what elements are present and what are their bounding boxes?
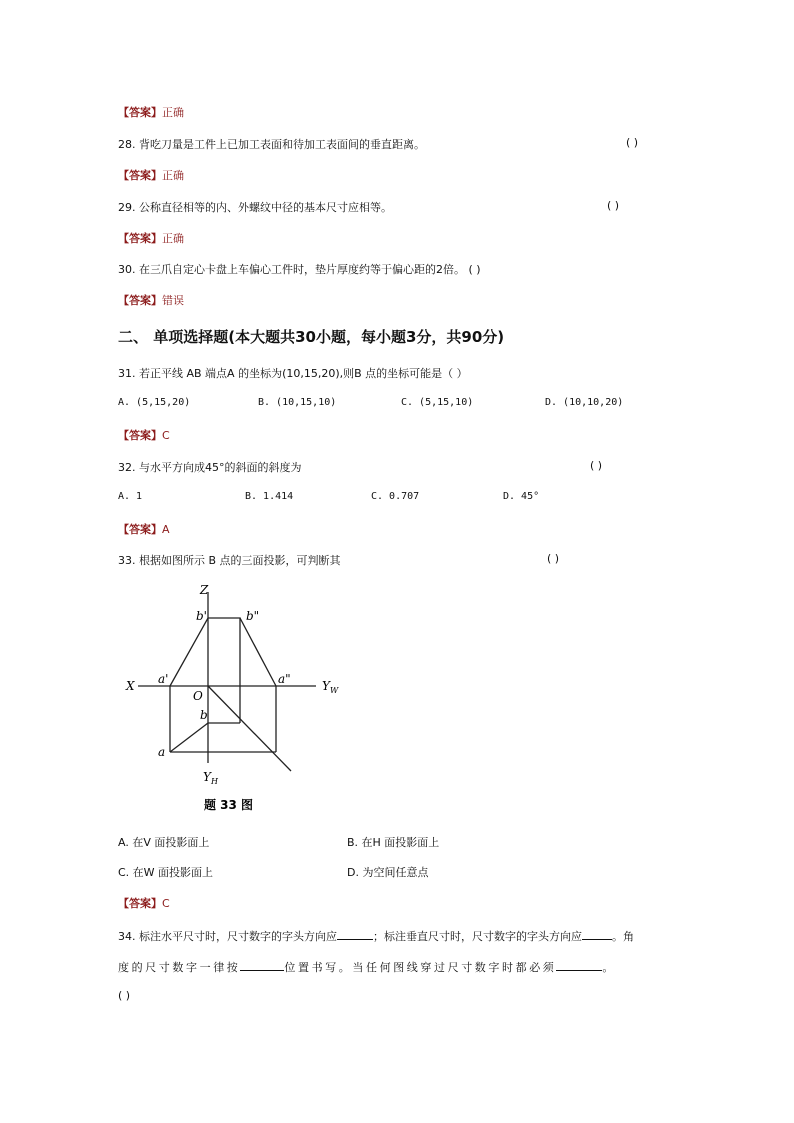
q33-option-d: D. 为空间任意点 bbox=[347, 866, 429, 879]
q32-option-d: D. 45° bbox=[503, 491, 540, 502]
q31-option-a: A. (5,15,20) bbox=[118, 397, 191, 408]
q34-blank-3[interactable] bbox=[240, 960, 284, 971]
q34-blank-4[interactable] bbox=[556, 960, 602, 971]
answer-value: 正确 bbox=[162, 232, 184, 245]
q34-text-c: 。角 bbox=[612, 930, 634, 943]
label-yh: Y bbox=[203, 770, 211, 784]
q34-text-a: 34. 标注水平尺寸时，尺寸数字的字头方向应 bbox=[118, 930, 337, 943]
q34-text-b: ；标注垂直尺寸时，尺寸数字的字头方向应 bbox=[373, 930, 582, 943]
label-yw-sub: W bbox=[330, 686, 339, 695]
answer-value: C bbox=[162, 897, 170, 910]
ab-h-line bbox=[170, 723, 208, 752]
answer-30 bbox=[118, 292, 184, 308]
question-33-text: 33. 根据如图所示 B 点的三面投影，可判断其 bbox=[118, 554, 341, 567]
q34-blank-1[interactable] bbox=[337, 929, 373, 940]
section-title: 二、 单项选择题(本大题共30小题，每小题3分，共90分) bbox=[118, 328, 505, 346]
answer-tag: 【答案】 bbox=[118, 897, 162, 910]
label-a-double-prime: a" bbox=[278, 672, 291, 686]
q33-option-a: A. 在V 面投影面上 bbox=[118, 836, 210, 849]
answer-tag: 【答案】 bbox=[118, 523, 162, 536]
question-29-text: 29. 公称直径相等的内、外螺纹中径的基本尺寸应相等。 bbox=[118, 201, 392, 214]
q34-text-f: 。 bbox=[602, 961, 617, 974]
question-32-text: 32. 与水平方向成45°的斜面的斜度为 bbox=[118, 461, 302, 474]
question-28-paren: ( ) bbox=[626, 136, 639, 149]
q31-option-c: C. (5,15,10) bbox=[401, 397, 474, 408]
question-34-paren: ( ) bbox=[118, 989, 131, 1002]
question-32-paren: ( ) bbox=[590, 459, 603, 472]
figure-caption: 题 33 图 bbox=[204, 798, 254, 812]
answer-32 bbox=[118, 521, 170, 537]
answer-tag: 【答案】 bbox=[118, 294, 162, 307]
answer-value: C bbox=[162, 429, 170, 442]
label-o: O bbox=[193, 689, 203, 703]
answer-29 bbox=[118, 230, 184, 246]
answer-tag: 【答案】 bbox=[118, 106, 162, 119]
question-29-paren: ( ) bbox=[607, 199, 620, 212]
label-a: a bbox=[158, 745, 166, 759]
question-34-line1 bbox=[118, 928, 634, 944]
label-b: b bbox=[200, 708, 208, 722]
label-b-double-prime: b" bbox=[246, 609, 260, 623]
q33-option-b: B. 在H 面投影面上 bbox=[347, 836, 440, 849]
q31-option-b: B. (10,15,10) bbox=[258, 397, 337, 408]
construction-line bbox=[208, 686, 291, 771]
label-a-prime: a' bbox=[158, 672, 169, 686]
question-28-text: 28. 背吃刀量是工件上已加工表面和待加工表面间的垂直距离。 bbox=[118, 138, 425, 151]
answer-28 bbox=[118, 167, 184, 183]
answer-31 bbox=[118, 427, 170, 443]
label-z: Z bbox=[199, 583, 209, 597]
question-34-line2 bbox=[118, 959, 616, 975]
q33-option-c: C. 在W 面投影面上 bbox=[118, 866, 214, 879]
q34-text-e: 位置书写。当任何图线穿过尺寸数字时都必须 bbox=[284, 961, 557, 974]
label-yh-sub: H bbox=[211, 777, 218, 786]
projection-figure bbox=[118, 580, 358, 820]
answer-33 bbox=[118, 895, 170, 911]
v-projection bbox=[170, 618, 240, 686]
q32-option-a: A. 1 bbox=[118, 491, 143, 502]
q34-text-d: 度的尺寸数字一律按 bbox=[118, 961, 241, 974]
q34-blank-2[interactable] bbox=[582, 929, 612, 940]
answer-tag: 【答案】 bbox=[118, 232, 162, 245]
w-projection-line bbox=[240, 618, 276, 686]
question-33-paren: ( ) bbox=[547, 552, 560, 565]
label-b-prime: b' bbox=[196, 609, 207, 623]
answer-27 bbox=[118, 104, 184, 120]
answer-tag: 【答案】 bbox=[118, 169, 162, 182]
question-31-text: 31. 若正平线 AB 端点A 的坐标为(10,15,20),则B 点的坐标可能是（ ） bbox=[118, 367, 468, 380]
answer-value: 正确 bbox=[162, 169, 184, 182]
answer-value: 错误 bbox=[162, 294, 184, 307]
label-yw: Y bbox=[322, 679, 330, 693]
label-x: X bbox=[126, 679, 135, 693]
q31-option-d: D. (10,10,20) bbox=[545, 397, 624, 408]
answer-value: A bbox=[162, 523, 170, 536]
q32-option-c: C. 0.707 bbox=[371, 491, 420, 502]
answer-tag: 【答案】 bbox=[118, 429, 162, 442]
question-30-text: 30. 在三爪自定心卡盘上车偏心工件时，垫片厚度约等于偏心距的2倍。 ( ) bbox=[118, 263, 481, 276]
q32-option-b: B. 1.414 bbox=[245, 491, 294, 502]
answer-value: 正确 bbox=[162, 106, 184, 119]
